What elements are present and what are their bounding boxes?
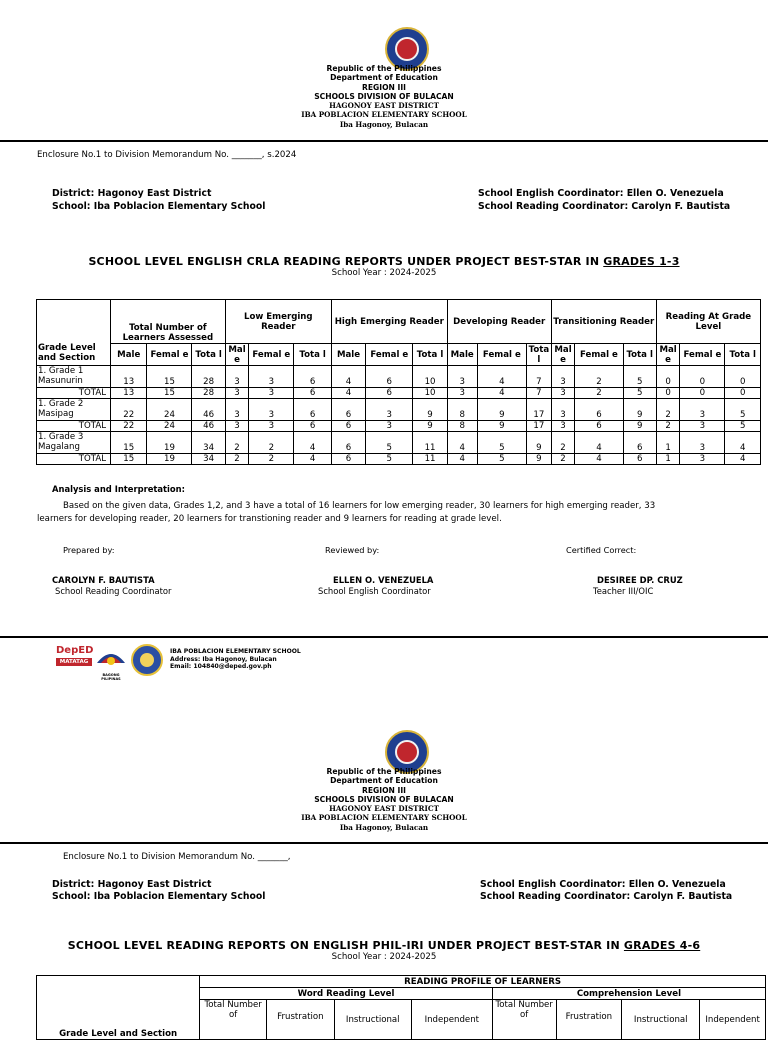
count-cell: 2 bbox=[249, 432, 294, 454]
count-cell: 2 bbox=[225, 432, 249, 454]
analysis-line: Based on the given data, Grades 1,2, and 3 have a total of 16 learners for low emerging reader, 30 learners for high emerging reader, 33 bbox=[63, 501, 656, 511]
total-label: TOTAL bbox=[37, 421, 111, 432]
sub-column-header: Tota l bbox=[527, 344, 552, 366]
count-cell: 28 bbox=[192, 366, 225, 388]
count-cell: 9 bbox=[413, 399, 447, 421]
grades-label: GRADES 1-3 bbox=[603, 255, 680, 268]
section-row bbox=[37, 432, 761, 454]
group-header: Reading At Grade Level bbox=[656, 300, 760, 344]
count-cell: 8 bbox=[447, 421, 477, 432]
district-label: District: Hagonoy East District bbox=[52, 188, 212, 199]
sub-column-header: Tota l bbox=[413, 344, 447, 366]
sub-column-header: Femal e bbox=[575, 344, 623, 366]
certified-signatory bbox=[593, 575, 683, 597]
reading-coordinator: School Reading Coordinator: Carolyn F. Bautista bbox=[478, 201, 731, 212]
reading-coordinator: School Reading Coordinator: Carolyn F. Bautista bbox=[480, 891, 733, 902]
count-cell: 6 bbox=[366, 366, 413, 388]
phil-iri-table bbox=[36, 975, 766, 1040]
sub-column-header: Femal e bbox=[477, 344, 526, 366]
column-header: Total Number of bbox=[492, 1000, 556, 1040]
count-cell: 3 bbox=[447, 366, 477, 388]
count-cell: 5 bbox=[725, 399, 761, 421]
count-cell: 2 bbox=[656, 399, 680, 421]
count-cell: 5 bbox=[366, 432, 413, 454]
sub-column-header: Tota l bbox=[725, 344, 761, 366]
count-cell: 0 bbox=[656, 366, 680, 388]
count-cell: 3 bbox=[447, 388, 477, 399]
school-label: School: Iba Poblacion Elementary School bbox=[52, 891, 266, 902]
count-cell: 5 bbox=[477, 454, 526, 465]
count-cell: 15 bbox=[147, 366, 192, 388]
column-header: Independent bbox=[411, 1000, 492, 1040]
count-cell: 4 bbox=[294, 432, 332, 454]
certified-label: Certified Correct: bbox=[566, 545, 637, 555]
count-cell: 13 bbox=[111, 388, 147, 399]
grades-label: GRADES 4-6 bbox=[623, 939, 701, 952]
grade-level-header: Grade Level and Section bbox=[37, 300, 111, 366]
sub-column-header: Mal e bbox=[551, 344, 575, 366]
matatag-wordmark: MATATAG bbox=[56, 658, 92, 666]
total-row bbox=[37, 388, 761, 399]
group-header: Developing Reader bbox=[447, 300, 551, 344]
bagong-pilipinas-text: BAGONG PILIPINAS bbox=[101, 673, 121, 681]
column-header: Frustration bbox=[556, 1000, 622, 1040]
letterhead-1 bbox=[0, 64, 768, 129]
count-cell: 9 bbox=[527, 432, 552, 454]
total-row bbox=[37, 421, 761, 432]
footer-school-name: IBA POBLACION ELEMENTARY SCHOOL bbox=[170, 648, 301, 655]
count-cell: 4 bbox=[477, 366, 526, 388]
reviewed-label: Reviewed by: bbox=[325, 545, 380, 555]
count-cell: 19 bbox=[147, 432, 192, 454]
count-cell: 9 bbox=[477, 399, 526, 421]
count-cell: 5 bbox=[623, 366, 656, 388]
word-reading-header: Word Reading Level bbox=[200, 988, 493, 1000]
footer-divider bbox=[0, 636, 768, 638]
enclosure-note: Enclosure No.1 to Division Memorandum No. _______, s.2024 bbox=[37, 150, 297, 160]
letterhead-line: HAGONOY EAST DISTRICT bbox=[329, 804, 439, 814]
signatory-role: School English Coordinator bbox=[318, 586, 431, 596]
signatory-name: ELLEN O. VENEZUELA bbox=[333, 575, 434, 585]
section-row bbox=[37, 366, 761, 388]
count-cell: 4 bbox=[575, 432, 623, 454]
total-label: TOTAL bbox=[37, 454, 111, 465]
comprehension-header: Comprehension Level bbox=[492, 988, 765, 1000]
signatory-role: School Reading Coordinator bbox=[55, 586, 172, 596]
count-cell: 5 bbox=[477, 432, 526, 454]
district-label: District: Hagonoy East District bbox=[52, 879, 212, 890]
school-seal-icon bbox=[131, 644, 163, 676]
letterhead-line: Iba Hagonoy, Bulacan bbox=[339, 822, 429, 832]
footer-email: Email: 104840@deped.gov.ph bbox=[170, 663, 272, 670]
sub-column-header: Femal e bbox=[249, 344, 294, 366]
count-cell: 3 bbox=[249, 399, 294, 421]
report-title-1: SCHOOL LEVEL ENGLISH CRLA READING REPORTS UNDER PROJECT BEST-STAR IN GRADES 1-3 bbox=[88, 255, 680, 268]
letterhead-line: SCHOOLS DIVISION OF BULACAN bbox=[314, 794, 454, 804]
deped-wordmark: DepED bbox=[56, 645, 94, 656]
signatory-name: DESIREE DP. CRUZ bbox=[597, 575, 683, 585]
coordinators-block bbox=[480, 879, 732, 903]
enclosure-note: Enclosure No.1 to Division Memorandum No. _______, bbox=[63, 852, 291, 862]
count-cell: 5 bbox=[623, 388, 656, 399]
column-header: Total Number of bbox=[200, 1000, 267, 1040]
deped-matatag-logo bbox=[56, 645, 92, 675]
signatory-role: Teacher III/OIC bbox=[593, 586, 654, 596]
count-cell: 4 bbox=[725, 454, 761, 465]
count-cell: 6 bbox=[294, 366, 332, 388]
count-cell: 19 bbox=[147, 454, 192, 465]
count-cell: 46 bbox=[192, 421, 225, 432]
count-cell: 22 bbox=[111, 421, 147, 432]
count-cell: 6 bbox=[366, 388, 413, 399]
letterhead-2 bbox=[0, 767, 768, 832]
crla-table bbox=[36, 299, 761, 465]
count-cell: 2 bbox=[551, 432, 575, 454]
count-cell: 4 bbox=[331, 388, 365, 399]
count-cell: 6 bbox=[331, 432, 365, 454]
letterhead-line: IBA POBLACION ELEMENTARY SCHOOL bbox=[301, 813, 467, 823]
count-cell: 3 bbox=[680, 432, 725, 454]
letterhead-line: Department of Education bbox=[330, 776, 438, 786]
sub-column-header: Male bbox=[111, 344, 147, 366]
count-cell: 4 bbox=[447, 454, 477, 465]
letterhead-line: REGION III bbox=[361, 82, 407, 92]
count-cell: 3 bbox=[680, 454, 725, 465]
count-cell: 15 bbox=[147, 388, 192, 399]
count-cell: 11 bbox=[413, 432, 447, 454]
count-cell: 0 bbox=[725, 366, 761, 388]
count-cell: 2 bbox=[249, 454, 294, 465]
column-header: Instructional bbox=[334, 1000, 411, 1040]
analysis-line: learners for developing reader, 20 learners for transtioning reader and 9 learners for reading at grade level. bbox=[37, 513, 502, 524]
analysis-paragraph bbox=[37, 500, 757, 525]
count-cell: 22 bbox=[111, 399, 147, 421]
signatory-name: CAROLYN F. BAUTISTA bbox=[52, 575, 155, 585]
count-cell: 4 bbox=[294, 454, 332, 465]
sub-column-header: Male bbox=[447, 344, 477, 366]
report-title-2: SCHOOL LEVEL READING REPORTS ON ENGLISH PHIL-IRI UNDER PROJECT BEST-STAR IN GRADES 4-6 bbox=[67, 939, 701, 952]
letterhead-line: Iba Hagonoy, Bulacan bbox=[339, 119, 429, 129]
count-cell: 6 bbox=[294, 421, 332, 432]
bagong-pilipinas-logo bbox=[95, 643, 127, 681]
sub-column-header: Tota l bbox=[294, 344, 332, 366]
count-cell: 3 bbox=[551, 421, 575, 432]
count-cell: 10 bbox=[413, 388, 447, 399]
section-name: 1. Grade 1 Masunurin bbox=[37, 366, 111, 388]
section-name: 1. Grade 2 Masipag bbox=[37, 399, 111, 421]
letterhead-line: IBA POBLACION ELEMENTARY SCHOOL bbox=[301, 110, 467, 120]
analysis-heading: Analysis and Interpretation: bbox=[52, 484, 185, 494]
count-cell: 3 bbox=[225, 388, 249, 399]
count-cell: 0 bbox=[656, 388, 680, 399]
header-divider bbox=[0, 140, 768, 142]
count-cell: 17 bbox=[527, 421, 552, 432]
count-cell: 11 bbox=[413, 454, 447, 465]
school-year-1: School Year : 2024-2025 bbox=[331, 268, 437, 278]
section-row bbox=[37, 399, 761, 421]
school-label: School: Iba Poblacion Elementary School bbox=[52, 201, 266, 212]
total-row bbox=[37, 454, 761, 465]
sub-column-header: Mal e bbox=[225, 344, 249, 366]
group-header: Low Emerging Reader bbox=[225, 300, 331, 344]
school-year-2: School Year : 2024-2025 bbox=[331, 952, 437, 962]
english-coordinator: School English Coordinator: Ellen O. Venezuela bbox=[480, 879, 726, 890]
profile-header: READING PROFILE OF LEARNERS bbox=[200, 976, 766, 988]
count-cell: 7 bbox=[527, 388, 552, 399]
count-cell: 3 bbox=[551, 399, 575, 421]
count-cell: 3 bbox=[551, 388, 575, 399]
column-header: Instructional bbox=[622, 1000, 700, 1040]
sub-column-header: Tota l bbox=[623, 344, 656, 366]
prepared-label: Prepared by: bbox=[63, 545, 115, 555]
count-cell: 6 bbox=[623, 432, 656, 454]
count-cell: 0 bbox=[725, 388, 761, 399]
district-school-block bbox=[52, 879, 265, 903]
letterhead-line: HAGONOY EAST DISTRICT bbox=[329, 101, 439, 111]
count-cell: 3 bbox=[249, 388, 294, 399]
count-cell: 3 bbox=[225, 421, 249, 432]
sub-column-header: Male bbox=[331, 344, 365, 366]
count-cell: 13 bbox=[111, 366, 147, 388]
count-cell: 3 bbox=[249, 421, 294, 432]
count-cell: 2 bbox=[575, 388, 623, 399]
count-cell: 3 bbox=[680, 421, 725, 432]
column-header: Independent bbox=[700, 1000, 766, 1040]
count-cell: 3 bbox=[225, 366, 249, 388]
letterhead-line: Republic of the Philippines bbox=[326, 64, 442, 73]
count-cell: 24 bbox=[147, 421, 192, 432]
count-cell: 4 bbox=[725, 432, 761, 454]
count-cell: 6 bbox=[623, 454, 656, 465]
count-cell: 9 bbox=[527, 454, 552, 465]
count-cell: 34 bbox=[192, 432, 225, 454]
count-cell: 2 bbox=[575, 366, 623, 388]
count-cell: 3 bbox=[366, 421, 413, 432]
count-cell: 6 bbox=[294, 388, 332, 399]
sub-column-header: Tota l bbox=[192, 344, 225, 366]
count-cell: 2 bbox=[225, 454, 249, 465]
count-cell: 0 bbox=[680, 366, 725, 388]
sub-column-header: Femal e bbox=[680, 344, 725, 366]
letterhead-line: SCHOOLS DIVISION OF BULACAN bbox=[314, 91, 454, 101]
count-cell: 9 bbox=[413, 421, 447, 432]
count-cell: 7 bbox=[527, 366, 552, 388]
count-cell: 6 bbox=[575, 421, 623, 432]
count-cell: 4 bbox=[447, 432, 477, 454]
count-cell: 0 bbox=[680, 388, 725, 399]
count-cell: 9 bbox=[623, 421, 656, 432]
count-cell: 3 bbox=[249, 366, 294, 388]
school-contact-block bbox=[170, 648, 301, 671]
count-cell: 5 bbox=[725, 421, 761, 432]
count-cell: 6 bbox=[331, 399, 365, 421]
count-cell: 3 bbox=[680, 399, 725, 421]
header-divider bbox=[0, 842, 768, 844]
letterhead-line: REGION III bbox=[361, 785, 407, 795]
footer-address: Address: Iba Hagonoy, Bulacan bbox=[170, 655, 277, 663]
count-cell: 15 bbox=[111, 454, 147, 465]
coordinators-block bbox=[478, 187, 730, 213]
count-cell: 6 bbox=[331, 454, 365, 465]
count-cell: 3 bbox=[551, 366, 575, 388]
count-cell: 46 bbox=[192, 399, 225, 421]
count-cell: 4 bbox=[331, 366, 365, 388]
count-cell: 6 bbox=[575, 399, 623, 421]
sub-column-header: Femal e bbox=[147, 344, 192, 366]
count-cell: 2 bbox=[551, 454, 575, 465]
grade-level-header: Grade Level and Section bbox=[37, 976, 200, 1040]
count-cell: 24 bbox=[147, 399, 192, 421]
count-cell: 15 bbox=[111, 432, 147, 454]
count-cell: 5 bbox=[366, 454, 413, 465]
section-name: 1. Grade 3 Magalang bbox=[37, 432, 111, 454]
letterhead-line: Republic of the Philippines bbox=[326, 767, 442, 776]
count-cell: 28 bbox=[192, 388, 225, 399]
count-cell: 2 bbox=[656, 421, 680, 432]
prepared-signatory bbox=[52, 575, 171, 597]
count-cell: 1 bbox=[656, 454, 680, 465]
column-header: Frustration bbox=[266, 1000, 334, 1040]
group-header: High Emerging Reader bbox=[331, 300, 447, 344]
count-cell: 9 bbox=[623, 399, 656, 421]
english-coordinator: School English Coordinator: Ellen O. Venezuela bbox=[478, 188, 724, 199]
count-cell: 10 bbox=[413, 366, 447, 388]
count-cell: 9 bbox=[477, 421, 526, 432]
reviewed-signatory bbox=[318, 575, 433, 597]
count-cell: 4 bbox=[477, 388, 526, 399]
letterhead-line: Department of Education bbox=[330, 73, 438, 83]
count-cell: 3 bbox=[366, 399, 413, 421]
count-cell: 8 bbox=[447, 399, 477, 421]
sub-column-header: Femal e bbox=[366, 344, 413, 366]
group-header: Transitioning Reader bbox=[551, 300, 656, 344]
group-header: Total Number of Learners Assessed bbox=[111, 300, 226, 344]
count-cell: 17 bbox=[527, 399, 552, 421]
count-cell: 3 bbox=[225, 399, 249, 421]
count-cell: 34 bbox=[192, 454, 225, 465]
count-cell: 6 bbox=[294, 399, 332, 421]
count-cell: 6 bbox=[331, 421, 365, 432]
sub-column-header: Mal e bbox=[656, 344, 680, 366]
count-cell: 1 bbox=[656, 432, 680, 454]
count-cell: 4 bbox=[575, 454, 623, 465]
total-label: TOTAL bbox=[37, 388, 111, 399]
district-school-block bbox=[52, 187, 265, 213]
